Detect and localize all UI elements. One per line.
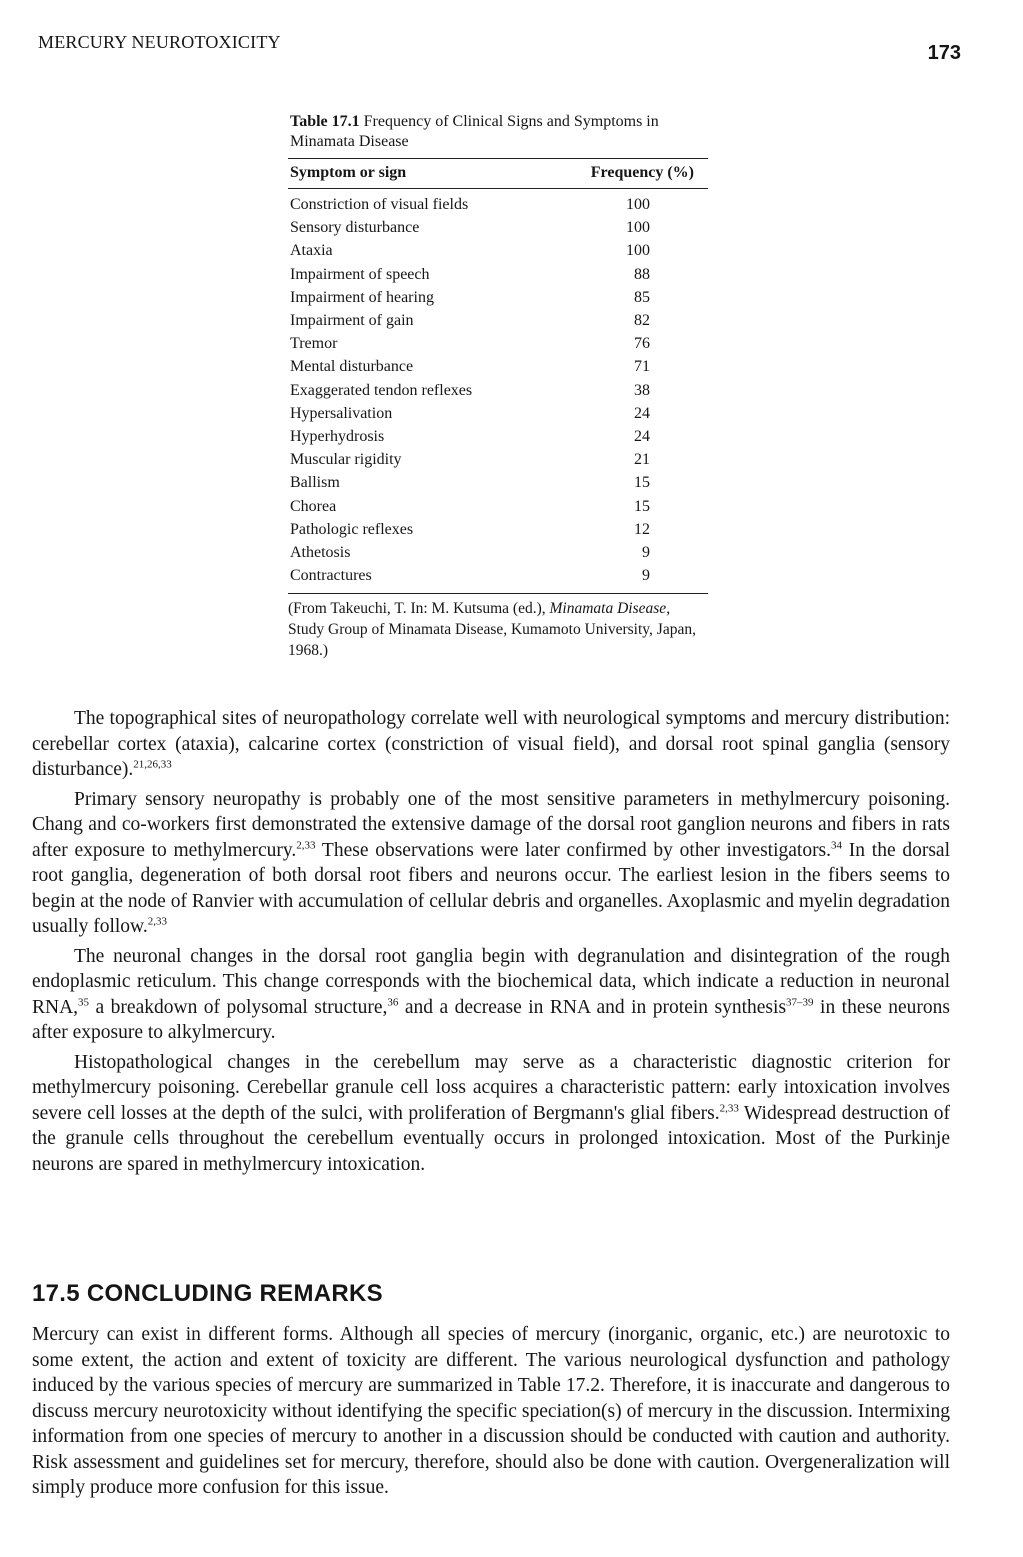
frequency-cell: 82 xyxy=(634,312,650,330)
frequency-cell: 71 xyxy=(634,358,650,376)
table-row xyxy=(288,189,708,216)
column-header-symptom: Symptom or sign xyxy=(290,164,407,181)
table-row xyxy=(288,425,708,448)
table-row xyxy=(288,286,708,309)
table-row xyxy=(288,263,708,286)
table-row xyxy=(288,216,708,239)
symptom-cell: Ataxia xyxy=(290,242,333,260)
symptom-cell: Tremor xyxy=(290,335,338,353)
symptom-cell: Impairment of gain xyxy=(290,312,414,330)
table-row xyxy=(288,564,708,587)
paragraph: The neuronal changes in the dorsal root ganglia begin with degranulation and disintegration of the rough endoplasmic reticulum. This change corresponds with the biochemical data, which indicate a reduction in neuronal RNA,$^{35}$ a breakdown of polysomal structure,$^{36}$ and a decrease in RNA and in protein synthesis$^{37-39}$ in these neurons after exposure to alkylmercury. xyxy=(32,945,950,1043)
frequency-cell: 24 xyxy=(634,428,650,446)
frequency-cell: 85 xyxy=(634,288,650,306)
frequency-cell: 88 xyxy=(634,265,650,283)
table-header-row xyxy=(288,159,708,188)
frequency-cell: 15 xyxy=(634,474,650,492)
table-17-1 xyxy=(288,112,708,661)
table-title: Frequency of Clinical Signs and Symptoms in Minamata Disease xyxy=(290,113,659,150)
running-head: MERCURY NEUROTOXICITY xyxy=(38,32,281,52)
table-source-note: (From Takeuchi, T. In: M. Kutsuma (ed.), Minamata Disease, Study Group of Minamata Disease, Kumamoto University, Japan, 1968.) xyxy=(288,600,696,660)
frequency-cell: 100 xyxy=(626,196,650,213)
table-label: Table 17.1 xyxy=(290,113,360,130)
book-title: Minamata Disease xyxy=(549,600,667,618)
frequency-cell: 100 xyxy=(626,242,650,260)
citation: 2,33 xyxy=(719,1102,739,1114)
symptom-cell: Contractures xyxy=(290,567,372,585)
page-number: 173 xyxy=(927,42,961,64)
table-row xyxy=(288,518,708,541)
table-row xyxy=(288,495,708,518)
paragraph: Mercury can exist in different forms. Although all species of mercury (inorganic, organic, etc.) are neurotoxic to some extent, the action and extent of toxicity are different. The various neurological dysfunction and pathology induced by the various species of mercury are summarized in Table 17.2. Therefore, it is inaccurate and dangerous to discuss mercury neurotoxicity without identifying the specific speciation(s) of mercury in the discussion. Intermixing information from one species of mercury to another in a discussion should be conducted with caution and authority. Risk assessment and guidelines set for mercury, therefore, should also be done with caution. Overgeneralization will simply produce more confusion for this issue. xyxy=(32,1324,950,1498)
citation: 35 xyxy=(78,996,90,1008)
table-row xyxy=(288,355,708,378)
paragraph: Histopathological changes in the cerebellum may serve as a characteristic diagnostic criterion for methylmercury poisoning. Cerebellar granule cell loss acquires a characteristic pattern: early intoxication involves severe cell losses at the depth of the sulci, with proliferation of Bergmann's glial fibers.$^{2,33}$ Widespread destruction of the granule cells throughout the cerebellum eventually occurs in prolonged intoxication. Most of the Purkinje neurons are spared in methylmercury intoxication. xyxy=(32,1051,950,1175)
symptom-cell: Impairment of speech xyxy=(290,265,430,283)
paragraph: Primary sensory neuropathy is probably one of the most sensitive parameters in methylmercury poisoning. Chang and co-workers first demonstrated the extensive damage of the dorsal root ganglion neurons and fibers in rats after exposure to methylmercury.$^{2,33}$ These observations were later confirmed by other investigators.$^{34}$ In the dorsal root ganglia, degeneration of both dorsal root fibers and neurons occur. The earliest lesion in the fibers seems to begin at the node of Ranvier with accumulation of cellular debris and organelles. Axoplasmic and myelin degradation usually follow.$^{2,33}$ xyxy=(32,788,950,937)
symptom-cell: Chorea xyxy=(290,497,337,515)
frequency-cell: 76 xyxy=(634,335,650,353)
table-row xyxy=(288,309,708,332)
frequency-cell: 21 xyxy=(634,451,650,469)
symptom-cell: Hypersalivation xyxy=(290,404,393,422)
symptom-cell: Ballism xyxy=(290,474,340,492)
symptom-cell: Hyperhydrosis xyxy=(290,428,385,446)
symptom-cell: Mental disturbance xyxy=(290,358,414,376)
table-row xyxy=(288,332,708,355)
body-text xyxy=(32,706,950,1181)
table-row xyxy=(288,379,708,402)
citation: 36 xyxy=(387,996,399,1008)
table-row xyxy=(288,448,708,471)
table-row xyxy=(288,402,708,425)
frequency-cell: 12 xyxy=(634,520,650,538)
citation: 34 xyxy=(831,839,843,851)
frequency-cell: 9 xyxy=(642,567,650,585)
table-row xyxy=(288,239,708,262)
symptom-cell: Pathologic reflexes xyxy=(290,520,414,538)
frequency-cell: 100 xyxy=(626,219,650,237)
symptom-cell: Athetosis xyxy=(290,544,351,562)
table-row xyxy=(288,471,708,494)
symptom-cell: Impairment of hearing xyxy=(290,288,434,306)
concluding-text xyxy=(32,1322,950,1505)
citation: 2,33 xyxy=(147,915,167,928)
symptom-cell: Constriction of visual fields xyxy=(290,196,469,213)
section-heading: 17.5 CONCLUDING REMARKS xyxy=(32,1280,383,1307)
symptom-cell: Muscular rigidity xyxy=(290,451,402,469)
frequency-cell: 9 xyxy=(642,544,650,562)
frequency-cell: 15 xyxy=(634,497,650,515)
citation: 37–39 xyxy=(786,996,814,1008)
frequency-cell: 38 xyxy=(634,381,650,399)
citation: 21,26,33 xyxy=(133,758,172,771)
frequency-cell: 24 xyxy=(634,404,650,422)
symptom-cell: Sensory disturbance xyxy=(290,219,420,237)
table-bottom-rule xyxy=(288,593,708,594)
column-header-frequency: Frequency (%) xyxy=(590,164,694,181)
symptom-cell: Exaggerated tendon reflexes xyxy=(290,381,473,399)
table-row xyxy=(288,541,708,564)
table-caption xyxy=(290,112,708,152)
frequency-table xyxy=(288,159,708,587)
paragraph: The topographical sites of neuropathology correlate well with neurological symptoms and mercury distribution: cerebellar cortex (ataxia), calcarine cortex (constriction of visual field), and dorsal root spinal ganglia (sensory disturbance).$^{21,26,33}$ xyxy=(32,708,950,780)
citation: 2,33 xyxy=(296,839,316,851)
